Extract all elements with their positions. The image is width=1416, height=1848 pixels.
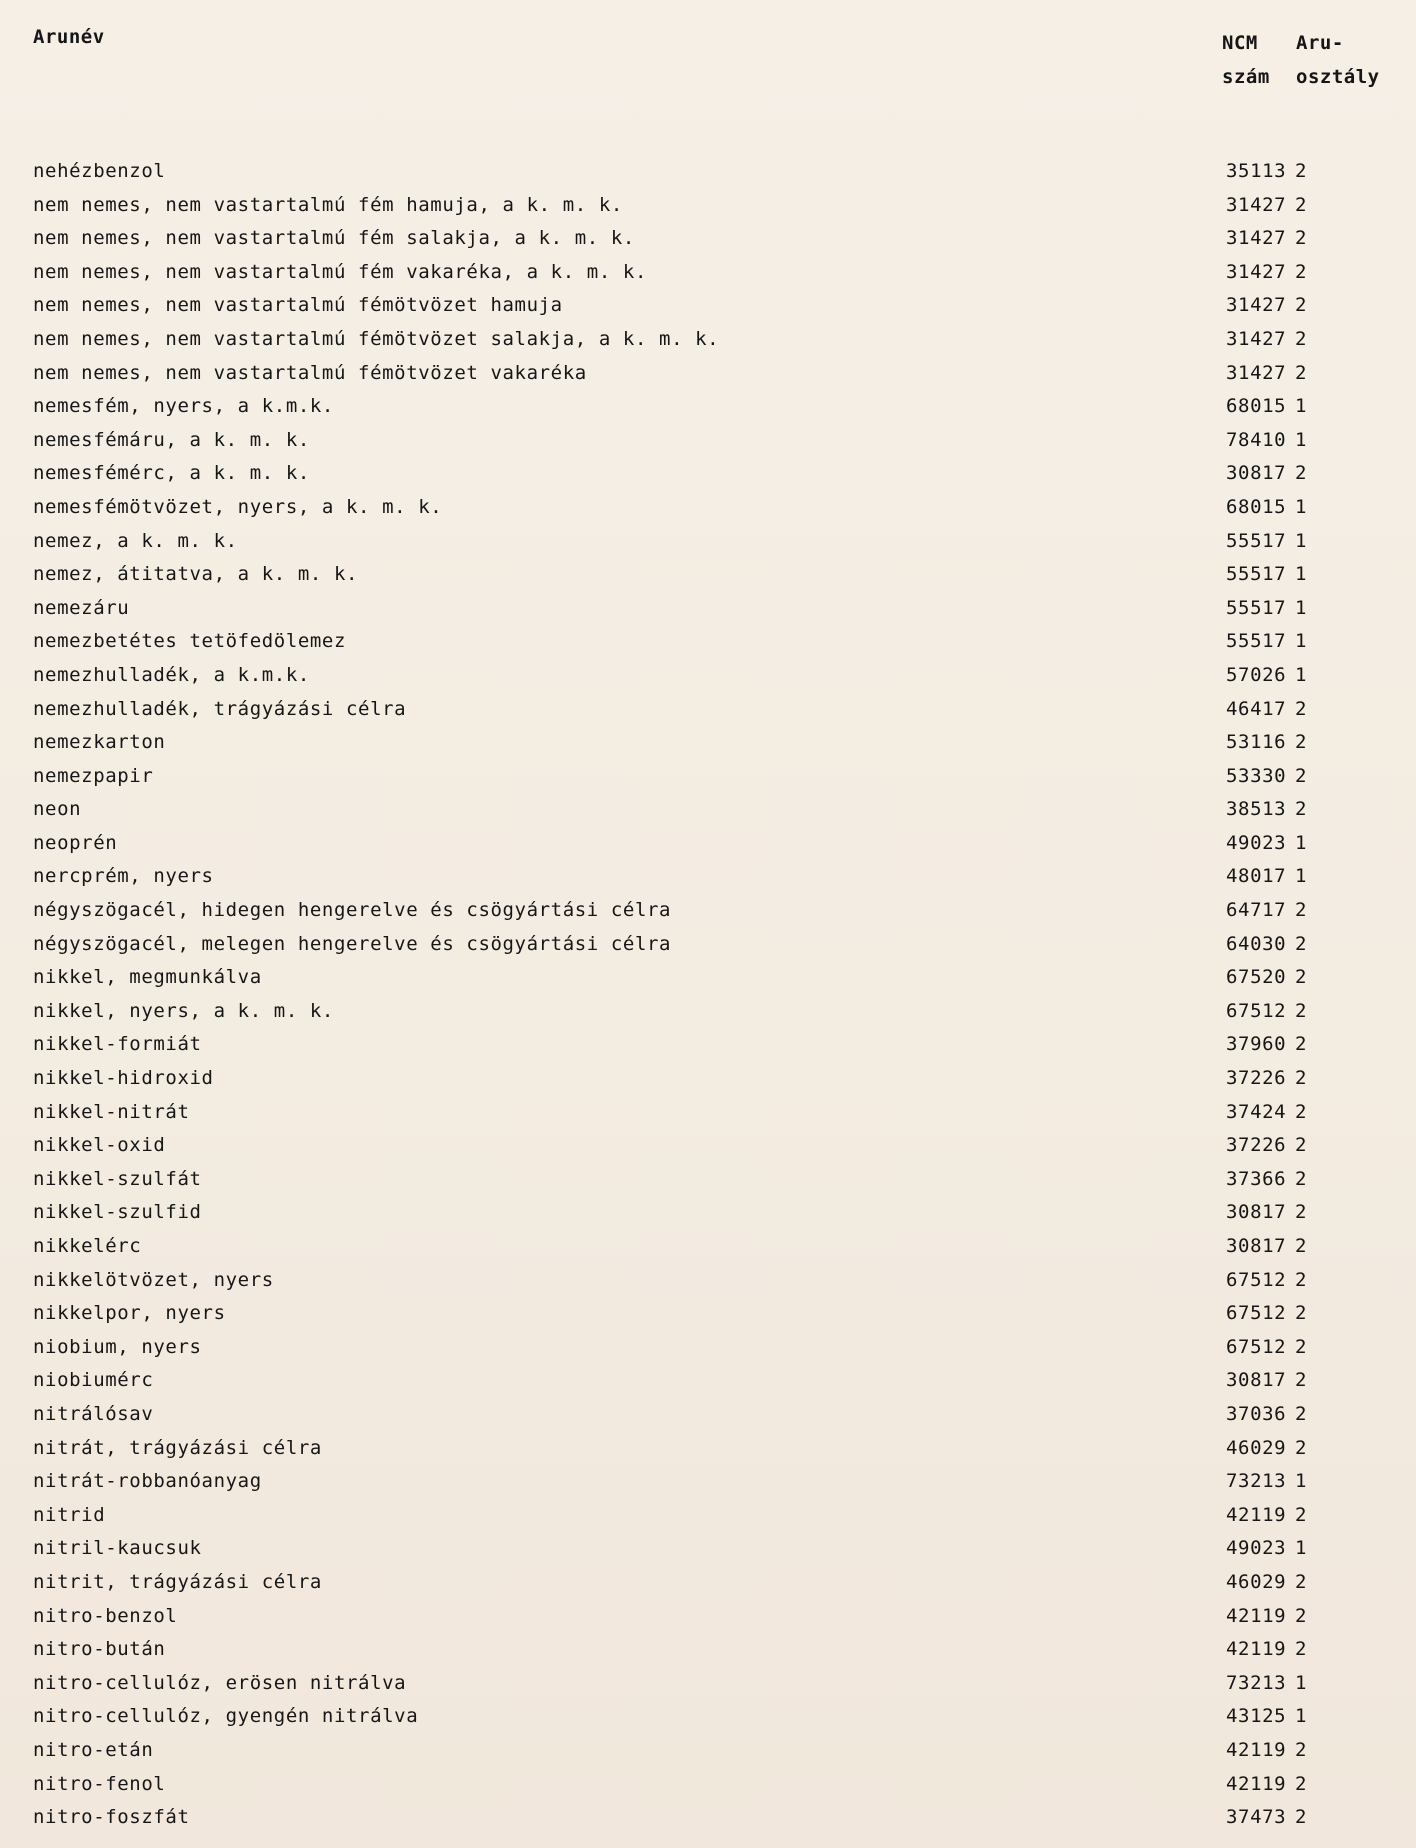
product-class: 2 (1295, 1806, 1308, 1829)
header-ncm-number (1222, 26, 1270, 94)
list-item (0, 1700, 1416, 1734)
header-class-line2: osztály (1296, 66, 1380, 88)
product-class: 2 (1295, 1335, 1308, 1358)
ncm-code: 31427 (1226, 327, 1287, 350)
list-item (0, 189, 1416, 223)
product-name: nemezpapir (33, 764, 154, 787)
product-name: niobium, nyers (33, 1335, 202, 1358)
ncm-code: 31427 (1226, 361, 1287, 384)
product-class: 2 (1295, 1067, 1308, 1090)
product-class: 2 (1295, 160, 1308, 182)
list-item (0, 424, 1416, 458)
product-name: nitrid (33, 1503, 106, 1526)
ncm-code: 37226 (1226, 1134, 1287, 1157)
product-name: nemesfémáru, a k. m. k. (33, 428, 310, 451)
product-name: nitrálósav (33, 1402, 154, 1425)
product-class: 1 (1295, 663, 1308, 686)
list-item (0, 1734, 1416, 1768)
product-name: nem nemes, nem vastartalmú fém hamuja, a k. m. k. (33, 193, 623, 216)
product-name: neoprén (33, 831, 118, 854)
product-class: 2 (1295, 1604, 1308, 1627)
product-name: nemez, átitatva, a k. m. k. (33, 563, 359, 586)
product-name: nemesfémérc, a k. m. k. (33, 462, 310, 485)
product-name: nitro-cellulóz, gyengén nitrálva (33, 1705, 419, 1728)
product-name: nitril-kaucsuk (33, 1537, 202, 1560)
list-item (0, 155, 1416, 189)
list-item (0, 793, 1416, 827)
ncm-code: 37960 (1226, 1033, 1287, 1056)
product-name: nehézbenzol (33, 160, 166, 182)
product-class: 2 (1295, 932, 1308, 955)
product-class: 2 (1295, 260, 1308, 283)
product-class: 2 (1295, 999, 1308, 1022)
product-class: 1 (1295, 1470, 1308, 1493)
list-item (0, 323, 1416, 357)
product-name: nitrát-robbanóanyag (33, 1470, 262, 1493)
list-item (0, 928, 1416, 962)
product-name: nem nemes, nem vastartalmú fém salakja, a k. m. k. (33, 227, 635, 250)
product-class: 1 (1295, 1537, 1308, 1560)
ncm-code: 55517 (1226, 630, 1287, 653)
ncm-code: 37366 (1226, 1167, 1287, 1190)
product-class: 2 (1295, 294, 1308, 317)
list-item (0, 1096, 1416, 1130)
list-item (0, 491, 1416, 525)
header-ncm-line2: szám (1222, 66, 1270, 88)
ncm-code: 49023 (1226, 831, 1287, 854)
ncm-code: 64030 (1226, 932, 1287, 955)
product-class: 2 (1295, 1402, 1308, 1425)
ncm-code: 67512 (1226, 1302, 1287, 1325)
ncm-code: 67520 (1226, 966, 1287, 989)
list-item (0, 827, 1416, 861)
product-class: 2 (1295, 1738, 1308, 1761)
product-class: 1 (1295, 495, 1308, 518)
product-class: 2 (1295, 327, 1308, 350)
product-class: 1 (1295, 395, 1308, 418)
product-name: nitro-cellulóz, erösen nitrálva (33, 1671, 407, 1694)
product-class: 1 (1295, 563, 1308, 586)
product-name: nem nemes, nem vastartalmú fém vakaréka, a k. m. k. (33, 260, 647, 283)
product-class: 1 (1295, 865, 1308, 888)
product-class: 2 (1295, 764, 1308, 787)
ncm-code: 46029 (1226, 1436, 1287, 1459)
ncm-code: 30817 (1226, 1201, 1287, 1224)
ncm-code: 42119 (1226, 1638, 1287, 1661)
list-item (0, 1398, 1416, 1432)
product-class: 2 (1295, 193, 1308, 216)
ncm-code: 42119 (1226, 1738, 1287, 1761)
list-item (0, 525, 1416, 559)
ncm-code: 78410 (1226, 428, 1287, 451)
product-name: nikkelérc (33, 1235, 142, 1257)
ncm-code: 55517 (1226, 563, 1287, 586)
list-item (0, 760, 1416, 794)
product-class: 2 (1295, 731, 1308, 754)
product-class: 2 (1295, 1268, 1308, 1291)
list-item (0, 558, 1416, 592)
ncm-code: 37424 (1226, 1100, 1287, 1123)
product-class: 1 (1295, 1705, 1308, 1728)
product-name: nikkel-hidroxid (33, 1067, 214, 1090)
ncm-code: 30817 (1226, 1369, 1287, 1392)
product-class: 2 (1295, 227, 1308, 250)
header-product-name: Arunév (33, 26, 105, 48)
list-item (0, 1129, 1416, 1163)
product-name: nikkel-nitrát (33, 1100, 190, 1123)
list-item (0, 1768, 1416, 1802)
list-item (0, 1465, 1416, 1499)
ncm-code: 46417 (1226, 697, 1287, 720)
ncm-code: 68015 (1226, 495, 1287, 518)
ncm-code: 48017 (1226, 865, 1287, 888)
ncm-code: 53330 (1226, 764, 1287, 787)
list-item (0, 1532, 1416, 1566)
product-name: nemesfémötvözet, nyers, a k. m. k. (33, 495, 443, 518)
product-name: nemez, a k. m. k. (33, 529, 238, 552)
product-name: nitrit, trágyázási célra (33, 1570, 322, 1593)
ncm-code: 31427 (1226, 294, 1287, 317)
header-product-class (1296, 26, 1380, 94)
ncm-code: 57026 (1226, 663, 1287, 686)
list-item (0, 1633, 1416, 1667)
product-list (0, 155, 1416, 1835)
product-name: nikkel, nyers, a k. m. k. (33, 999, 334, 1022)
product-name: nikkel-formiát (33, 1033, 202, 1056)
product-name: nem nemes, nem vastartalmú fémötvözet vakaréka (33, 361, 587, 384)
product-name: nikkel-szulfid (33, 1201, 202, 1224)
product-class: 2 (1295, 1436, 1308, 1459)
product-class: 1 (1295, 596, 1308, 619)
product-name: nemezbetétes tetöfedölemez (33, 630, 347, 653)
product-name: nikkelpor, nyers (33, 1302, 226, 1325)
product-class: 1 (1295, 831, 1308, 854)
product-class: 2 (1295, 1167, 1308, 1190)
product-class: 2 (1295, 1201, 1308, 1224)
product-class: 2 (1295, 899, 1308, 922)
product-name: nitro-benzol (33, 1604, 178, 1627)
product-class: 2 (1295, 1100, 1308, 1123)
product-class: 2 (1295, 462, 1308, 485)
product-name: nemezhulladék, trágyázási célra (33, 697, 407, 720)
list-item (0, 659, 1416, 693)
product-name: nitro-bután (33, 1638, 166, 1661)
product-name: nemezhulladék, a k.m.k. (33, 663, 310, 686)
ncm-code: 30817 (1226, 1235, 1287, 1257)
product-name: nemezkarton (33, 731, 166, 754)
product-name: neon (33, 798, 82, 821)
product-class: 2 (1295, 1302, 1308, 1325)
list-item (0, 726, 1416, 760)
product-class: 1 (1295, 428, 1308, 451)
header-ncm-line1: NCM (1222, 32, 1258, 54)
ncm-code: 67512 (1226, 999, 1287, 1022)
product-class: 2 (1295, 1638, 1308, 1661)
product-name: nemezáru (33, 596, 130, 619)
ncm-code: 42119 (1226, 1772, 1287, 1795)
list-item (0, 256, 1416, 290)
product-class: 2 (1295, 361, 1308, 384)
ncm-code: 37036 (1226, 1402, 1287, 1425)
list-item (0, 995, 1416, 1029)
ncm-code: 55517 (1226, 529, 1287, 552)
product-name: nikkel-szulfát (33, 1167, 202, 1190)
product-name: nikkel-oxid (33, 1134, 166, 1157)
list-item (0, 1600, 1416, 1634)
list-item (0, 390, 1416, 424)
list-item (0, 289, 1416, 323)
product-class: 2 (1295, 1134, 1308, 1157)
product-class: 2 (1295, 1369, 1308, 1392)
ncm-code: 35113 (1226, 160, 1287, 182)
product-name: nitrát, trágyázási célra (33, 1436, 322, 1459)
product-class: 1 (1295, 529, 1308, 552)
list-item (0, 961, 1416, 995)
list-item (0, 357, 1416, 391)
ncm-code: 42119 (1226, 1503, 1287, 1526)
ncm-code: 67512 (1226, 1335, 1287, 1358)
product-name: négyszögacél, hidegen hengerelve és csögyártási célra (33, 899, 672, 922)
ncm-code: 46029 (1226, 1570, 1287, 1593)
product-name: nitro-foszfát (33, 1806, 190, 1829)
product-name: nitro-fenol (33, 1772, 166, 1795)
list-item (0, 1230, 1416, 1264)
ncm-code: 31427 (1226, 193, 1287, 216)
list-item (0, 1566, 1416, 1600)
product-name: nem nemes, nem vastartalmú fémötvözet hamuja (33, 294, 563, 317)
list-item (0, 1331, 1416, 1365)
product-class: 2 (1295, 1503, 1308, 1526)
product-class: 2 (1295, 697, 1308, 720)
ncm-code: 43125 (1226, 1705, 1287, 1728)
product-name: nitro-etán (33, 1738, 154, 1761)
list-item (0, 860, 1416, 894)
ncm-code: 67512 (1226, 1268, 1287, 1291)
product-class: 2 (1295, 966, 1308, 989)
product-name: nem nemes, nem vastartalmú fémötvözet salakja, a k. m. k. (33, 327, 720, 350)
list-item (0, 693, 1416, 727)
ncm-code: 68015 (1226, 395, 1287, 418)
ncm-code: 42119 (1226, 1604, 1287, 1627)
ncm-code: 64717 (1226, 899, 1287, 922)
product-class: 2 (1295, 1772, 1308, 1795)
ncm-code: 30817 (1226, 462, 1287, 485)
product-class: 2 (1295, 1033, 1308, 1056)
ncm-code: 31427 (1226, 260, 1287, 283)
ncm-code: 38513 (1226, 798, 1287, 821)
product-class: 1 (1295, 630, 1308, 653)
product-name: nikkel, megmunkálva (33, 966, 262, 989)
list-item (0, 1264, 1416, 1298)
list-item (0, 1667, 1416, 1701)
product-class: 2 (1295, 1235, 1308, 1257)
list-item (0, 457, 1416, 491)
product-class: 1 (1295, 1671, 1308, 1694)
product-class: 2 (1295, 798, 1308, 821)
product-class: 2 (1295, 1570, 1308, 1593)
list-item (0, 1196, 1416, 1230)
ncm-code: 53116 (1226, 731, 1287, 754)
ncm-code: 37473 (1226, 1806, 1287, 1829)
list-item (0, 625, 1416, 659)
product-name: nemesfém, nyers, a k.m.k. (33, 395, 334, 418)
list-item (0, 1297, 1416, 1331)
ncm-code: 31427 (1226, 227, 1287, 250)
list-item (0, 1062, 1416, 1096)
list-item (0, 1028, 1416, 1062)
ncm-code: 73213 (1226, 1671, 1287, 1694)
list-item (0, 1163, 1416, 1197)
product-name: nercprém, nyers (33, 865, 214, 888)
list-item (0, 894, 1416, 928)
ncm-code: 55517 (1226, 596, 1287, 619)
product-name: niobiumérc (33, 1369, 154, 1392)
list-item (0, 1801, 1416, 1835)
list-item (0, 1432, 1416, 1466)
product-name: négyszögacél, melegen hengerelve és csögyártási célra (33, 932, 672, 955)
header-class-line1: Aru- (1296, 32, 1344, 54)
ncm-code: 73213 (1226, 1470, 1287, 1493)
list-item (0, 1499, 1416, 1533)
list-item (0, 592, 1416, 626)
product-name: nikkelötvözet, nyers (33, 1268, 274, 1291)
list-item (0, 222, 1416, 256)
ncm-code: 49023 (1226, 1537, 1287, 1560)
ncm-code: 37226 (1226, 1067, 1287, 1090)
list-item (0, 1364, 1416, 1398)
